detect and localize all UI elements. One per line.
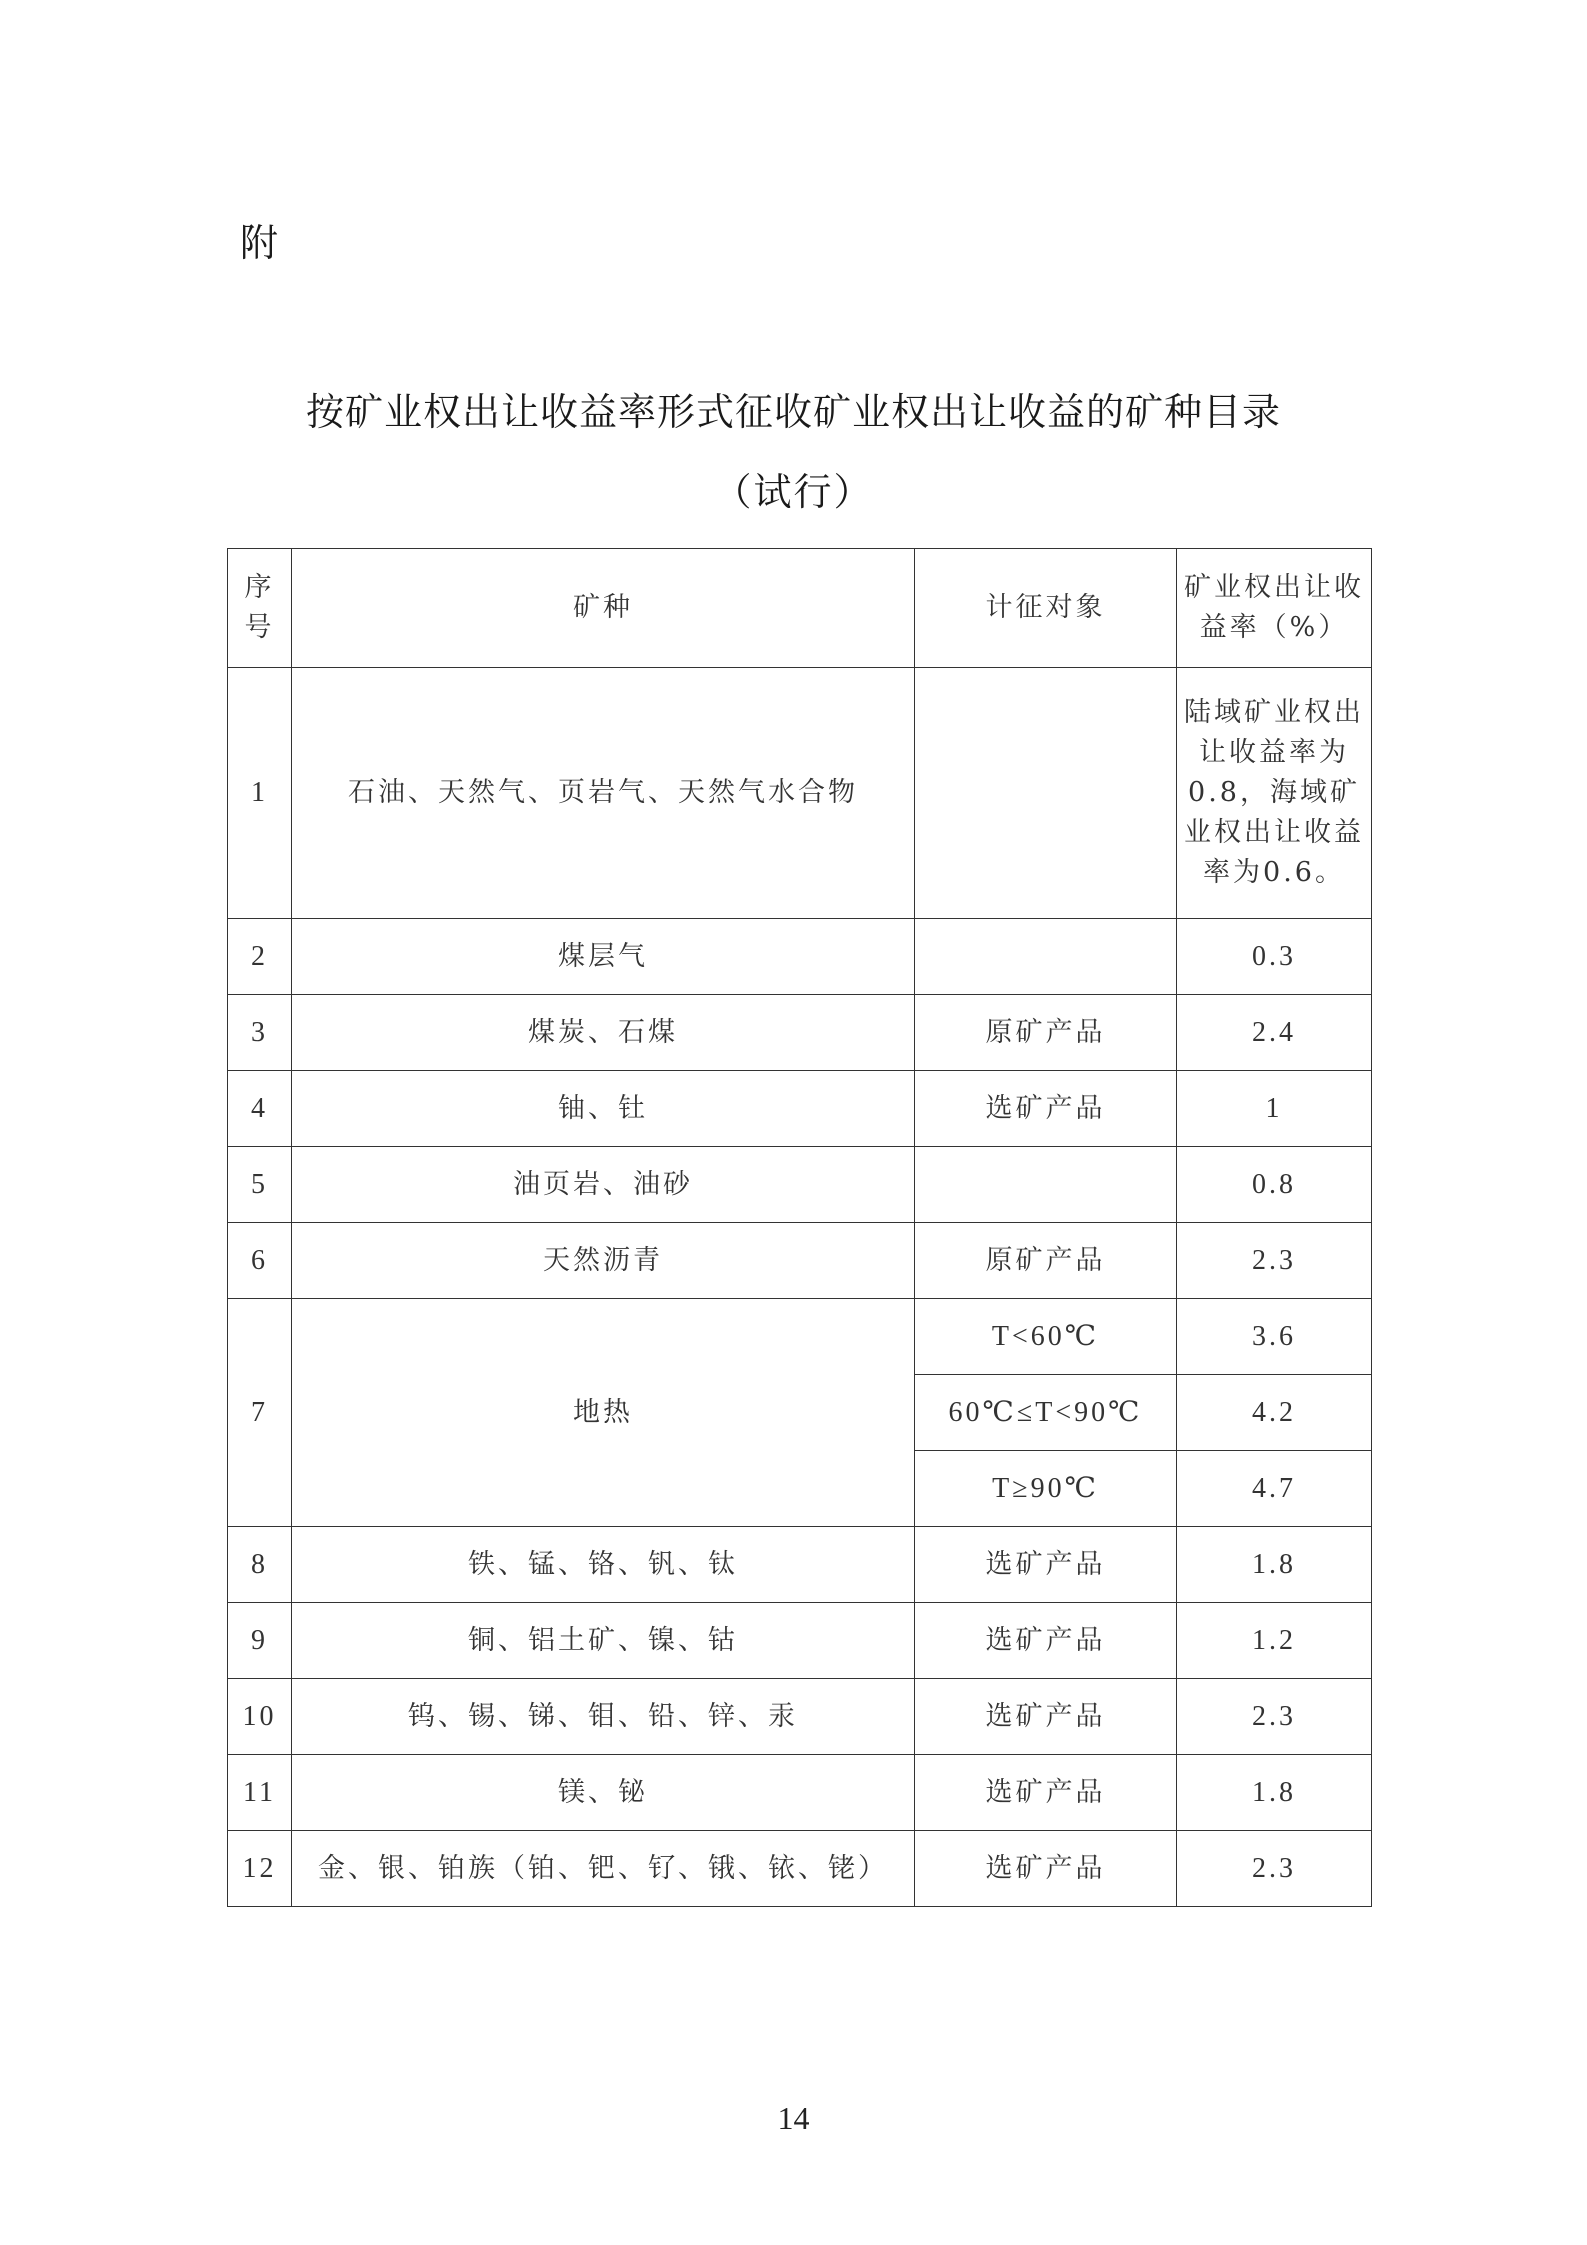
table-row [228,1147,1372,1223]
cell-mineral: 镁、铋 [292,1755,915,1831]
cell-object: 原矿产品 [915,1223,1177,1299]
cell-seq: 2 [228,919,292,995]
cell-rate: 1 [1177,1071,1372,1147]
header-mineral: 矿种 [292,549,915,668]
table-row [228,1071,1372,1147]
cell-object [915,919,1177,995]
cell-mineral: 铁、锰、铬、钒、钛 [292,1527,915,1603]
document-subtitle: （试行） [713,470,874,514]
cell-rate: 1.8 [1177,1755,1372,1831]
annex-label: 附 [240,221,279,265]
cell-seq: 10 [228,1679,292,1755]
cell-object: 选矿产品 [915,1603,1177,1679]
table-row [228,1223,1372,1299]
cell-object: T<60℃ [915,1299,1177,1375]
cell-rate: 2.3 [1177,1223,1372,1299]
cell-object: 60℃≤T<90℃ [915,1375,1177,1451]
cell-mineral: 铀、钍 [292,1071,915,1147]
cell-seq: 4 [228,1071,292,1147]
table-row [228,1299,1372,1375]
cell-mineral: 油页岩、油砂 [292,1147,915,1223]
cell-mineral: 天然沥青 [292,1223,915,1299]
cell-seq: 7 [228,1299,292,1527]
cell-mineral: 地热 [292,1299,915,1527]
cell-rate: 陆域矿业权出让收益率为0.8，海域矿业权出让收益率为0.6。 [1177,668,1372,919]
cell-mineral: 煤层气 [292,919,915,995]
cell-mineral: 钨、锡、锑、钼、铅、锌、汞 [292,1679,915,1755]
cell-rate: 4.7 [1177,1451,1372,1527]
cell-object: T≥90℃ [915,1451,1177,1527]
cell-rate: 0.3 [1177,919,1372,995]
cell-rate: 4.2 [1177,1375,1372,1451]
cell-object: 选矿产品 [915,1679,1177,1755]
header-seq: 序号 [228,549,292,668]
cell-rate: 1.8 [1177,1527,1372,1603]
table-row [228,1831,1372,1907]
table-row [228,1679,1372,1755]
cell-object: 选矿产品 [915,1755,1177,1831]
table-row [228,919,1372,995]
table-row [228,1755,1372,1831]
cell-rate: 0.8 [1177,1147,1372,1223]
cell-object [915,1147,1177,1223]
cell-seq: 3 [228,995,292,1071]
cell-mineral: 煤炭、石煤 [292,995,915,1071]
cell-mineral: 铜、铝土矿、镍、钴 [292,1603,915,1679]
cell-seq: 5 [228,1147,292,1223]
cell-seq: 6 [228,1223,292,1299]
table-row [228,1527,1372,1603]
cell-object: 选矿产品 [915,1527,1177,1603]
cell-object: 原矿产品 [915,995,1177,1071]
cell-rate: 3.6 [1177,1299,1372,1375]
cell-rate: 2.3 [1177,1679,1372,1755]
document-title: 按矿业权出让收益率形式征收矿业权出让收益的矿种目录 [305,390,1281,434]
table-row [228,1603,1372,1679]
table-row [228,995,1372,1071]
mineral-catalog-table [227,548,1372,1907]
cell-seq: 9 [228,1603,292,1679]
cell-seq: 8 [228,1527,292,1603]
cell-seq: 1 [228,668,292,919]
cell-rate: 2.4 [1177,995,1372,1071]
cell-seq: 12 [228,1831,292,1907]
cell-object: 选矿产品 [915,1831,1177,1907]
table-header-row [228,549,1372,668]
table-row [228,668,1372,919]
header-rate: 矿业权出让收益率（%） [1177,549,1372,668]
cell-mineral: 石油、天然气、页岩气、天然气水合物 [292,668,915,919]
cell-object [915,668,1177,919]
cell-seq: 11 [228,1755,292,1831]
cell-object: 选矿产品 [915,1071,1177,1147]
page-number: 14 [777,2100,810,2136]
cell-rate: 1.2 [1177,1603,1372,1679]
header-object: 计征对象 [915,549,1177,668]
cell-mineral: 金、银、铂族（铂、钯、钌、锇、铱、铑） [292,1831,915,1907]
cell-rate: 2.3 [1177,1831,1372,1907]
